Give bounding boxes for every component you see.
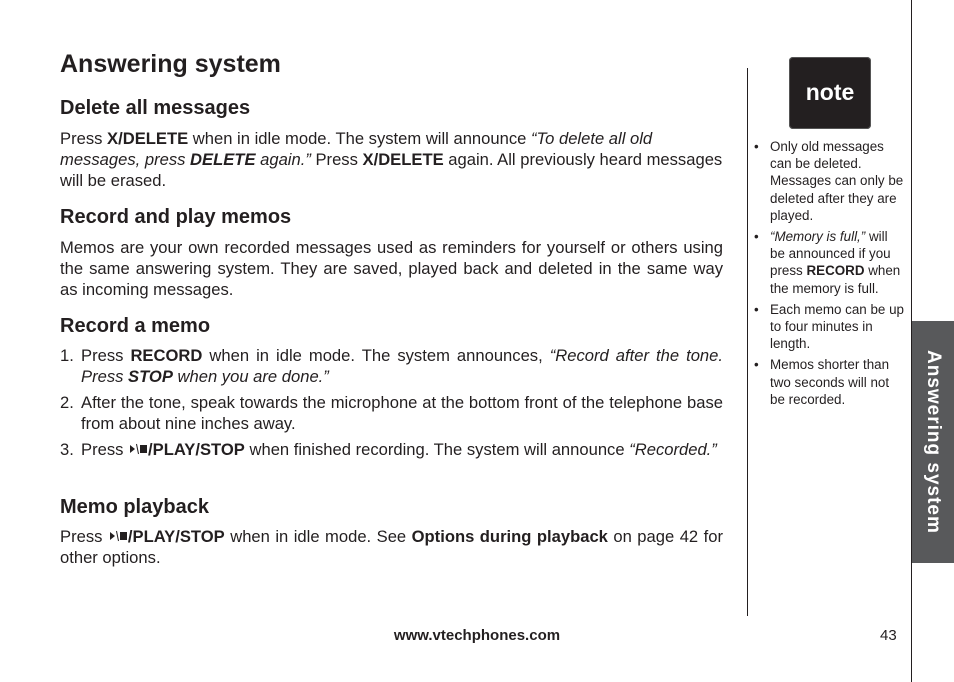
play-stop-key: /PLAY/STOP	[127, 527, 225, 546]
record-announcement: “Record after the tone. Press STOP when you are done.”	[81, 346, 723, 386]
note-item: • Each memo can be up to four minutes in length.	[754, 301, 904, 352]
column-divider	[747, 68, 748, 616]
record-key: RECORD	[130, 346, 203, 365]
playback-paragraph: Press /PLAY/STOP when in idle mode. See Options during playback on page 42 for other options.	[60, 527, 723, 567]
notes-list	[754, 138, 904, 412]
note-item: • “Memory is full,” will be announced if you press RECORD when the memory is full.	[754, 229, 901, 296]
memos-paragraph: Memos are your own recorded messages used as reminders for yourself or others using the same answering system. They are saved, played back and deleted in the same way as incoming messages.	[60, 238, 723, 299]
delete-paragraph: Press X/DELETE when in idle mode. The system will announce “To delete all old messages, press DELETE again.” Press X/DELETE again. All previously heard messages will be erased.	[60, 129, 723, 190]
recorded-announcement: “Recorded.”	[629, 440, 717, 459]
note-badge: note	[789, 57, 871, 129]
note-item: • Memos shorter than two seconds will not be recorded.	[754, 357, 890, 407]
delete-key: X/DELETE	[107, 129, 189, 148]
footer-url: www.vtechphones.com	[393, 627, 561, 644]
delete-announcement: “To delete all old messages, press DELETE again.”	[60, 129, 653, 169]
play-stop-icon	[128, 443, 148, 455]
play-stop-key: /PLAY/STOP	[148, 440, 245, 459]
playback-heading: Memo playback	[60, 496, 209, 518]
record-heading: Record a memo	[60, 315, 211, 337]
memos-heading: Record and play memos	[60, 206, 292, 228]
page-title: Answering system	[60, 50, 281, 78]
record-step: 2. After the tone, speak towards the microphone at the bottom front of the telephone base from about nine inches away.	[60, 393, 723, 433]
delete-key: X/DELETE	[362, 150, 444, 169]
section-tab-label: Answering system	[923, 350, 944, 534]
record-step: 3. Press /PLAY/STOP when finished recording. The system will announce “Recorded.”	[60, 440, 717, 459]
play-stop-icon	[108, 530, 128, 542]
section-tab	[912, 321, 954, 563]
record-step: 1. Press RECORD when in idle mode. The system announces, “Record after the tone. Press STOP when you are done.”	[60, 346, 723, 386]
page-number: 43	[880, 627, 897, 644]
delete-heading: Delete all messages	[60, 97, 251, 119]
note-item: • Only old messages can be deleted. Messages can only be deleted after they are played.	[754, 139, 904, 223]
options-reference: Options during playback	[411, 527, 608, 546]
